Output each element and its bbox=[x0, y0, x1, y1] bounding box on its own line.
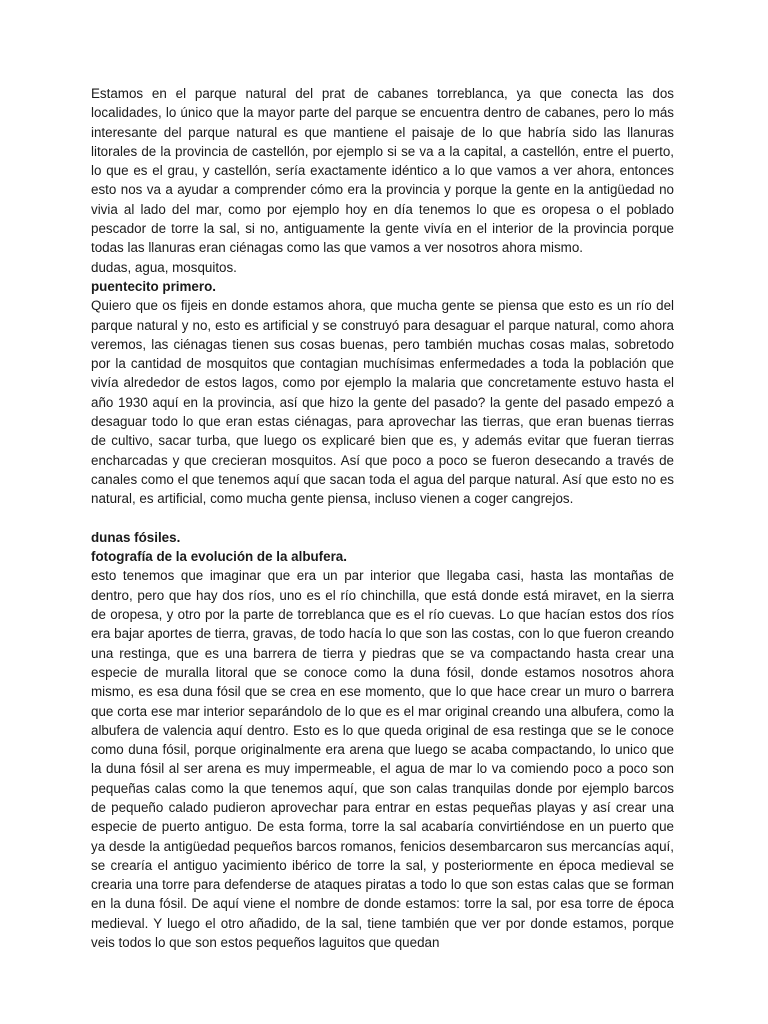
document-page bbox=[91, 84, 674, 952]
puentecito-paragraph: Quiero que os fijeis en donde estamos ahora, que mucha gente se piensa que esto es un río del parque natural y no, esto es artificial y se construyó para desaguar el parque natural, como ahora veremos, las ciénagas tienen sus cosas buenas, pero también muchas cosas malas, sobretodo por la cantidad de mosquitos que contagian muchísimas enfermedades a toda la población que vivía alrededor de estos lagos, como por ejemplo la malaria que concretamente estuvo hasta el año 1930 aquí en la provincia, así que hizo la gente del pasado? la gente del pasado empezó a desaguar todo lo que eran estas ciénagas, para aprovechar las tierras, que eran buenas tierras de cultivo, sacar turba, que luego os explicaré bien que es, y además evitar que fueran tierras encharcadas y que crecieran mosquitos. Así que poco a poco se fueron desecando a través de canales como el que tenemos aquí que sacan toda el agua del parque natural. Así que esto no es natural, es artificial, como mucha gente piensa, incluso vienen a coger cangrejos. bbox=[91, 298, 674, 507]
note-line: dudas, agua, mosquitos. bbox=[91, 259, 237, 275]
paragraph-spacer bbox=[91, 509, 674, 528]
section-heading-puentecito: puentecito primero. bbox=[91, 278, 216, 294]
intro-paragraph: Estamos en el parque natural del prat de cabanes torreblanca, ya que conecta las dos localidades, lo único que la mayor parte del parque se encuentra dentro de cabanes, pero lo más interesante del parque natural es que mantiene el paisaje de lo que habría sido las llanuras litorales de la provincia de castellón, por ejemplo si se va a la capital, a castellón, entre el puerto, lo que es el grau, y castellón, sería exactamente idéntico a lo que vamos a ver ahora, entonces esto nos va a ayudar a comprender cómo era la provincia y porque la gente en la antigüedad no vivia al lado del mar, como por ejemplo hoy en día tenemos lo que es oropesa o el poblado pescador de torre la sal, si no, antiguamente la gente vivía en el interior de la provincia porque todas las llanuras eran ciénagas como las que vamos a ver nosotros ahora mismo. bbox=[91, 86, 674, 256]
dunas-paragraph: esto tenemos que imaginar que era un par interior que llegaba casi, hasta las montañas de dentro, pero que hay dos ríos, uno es el río chinchilla, que está donde está miravet, en la sierra de oropesa, y otro por la parte de torreblanca que es el río cuevas. Lo que hacían estos dos ríos era bajar aportes de tierra, gravas, de todo hacía lo que son las costas, con lo que fueron creando una restinga, que es una barrera de tierra y piedras que se va compactando hasta crear una especie de muralla litoral que se conoce como la duna fósil, donde estamos nosotros ahora mismo, es esa duna fósil que se crea en ese momento, que lo que hace crear un muro o barrera que corta ese mar interior separándolo de lo que es el mar original creando una albufera, como la albufera de valencia aquí dentro. Esto es lo que queda original de esa restinga que se le conoce como duna fósil, porque originalmente era arena que luego se acaba compactando, lo unico que la duna fósil al ser arena es muy impermeable, el agua de mar lo va comiendo poco a poco son pequeñas calas como la que tenemos aquí, que son calas tranquilas donde por ejemplo barcos de pequeño calado pudieron aprovechar para entrar en estas pequeñas playas y así crear una especie de puerto antiguo. De esta forma, torre la sal acabaría convirtiéndose en un puerto que ya desde la antigüedad pequeños barcos romanos, fenicios desembarcaron sus mercancías aquí, se crearía el antiguo yacimiento ibérico de torre la sal, y posteriormente en época medieval se crearia una torre para defenderse de ataques piratas a todo lo que son estas calas que se forman en la duna fósil. De aquí viene el nombre de donde estamos: torre la sal, por esa torre de época medieval. Y luego el otro añadido, de la sal, tiene también que ver por donde estamos, porque veis todos lo que son estos pequeños laguitos que quedan bbox=[91, 568, 674, 951]
section-heading-dunas: dunas fósiles. bbox=[91, 529, 181, 545]
section-heading-fotografia: fotografía de la evolución de la albufera. bbox=[91, 549, 347, 565]
